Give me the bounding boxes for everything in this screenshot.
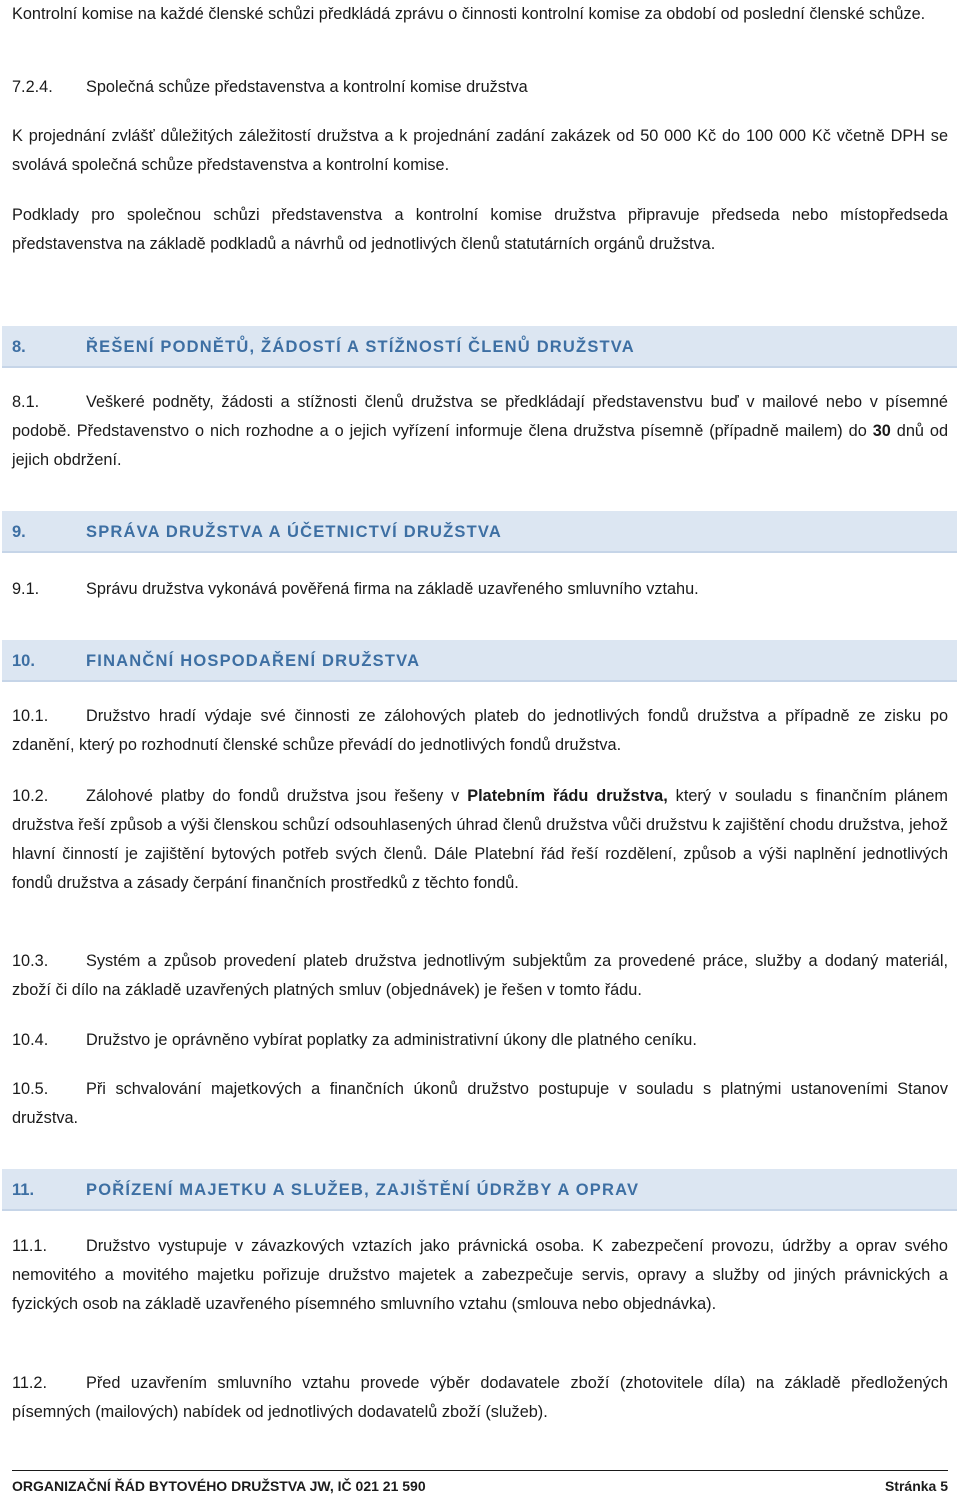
clause-text: Družstvo je oprávněno vybírat poplatky za administrativní úkony dle platného ceníku. — [86, 1031, 697, 1049]
clause-text-end: který v souladu s finančním plánem družstva řeší způsob a výši členskou schůzí odsouhlasených úhrad členů družstva vůči družstvu k zajištění chodu družstva, jehož hlavní činností je zajištění bytových potřeb svých členů. Dále Platební řád řeší rozdělení, způsob a výši naplnění jednotlivých fondů družstva a zásady čerpání finančních prostředků z těchto fondů. — [12, 787, 948, 892]
clause-bold-text: 30 — [872, 422, 891, 440]
clause-number: 10.2. — [12, 787, 49, 805]
section-number: 8. — [12, 338, 26, 356]
footer-page-number: Stránka 5 — [884, 1478, 948, 1494]
clause-10-4 — [12, 1026, 948, 1055]
clause-text: Veškeré podněty, žádosti a stížnosti členů družstva se předkládají představenstvu buď v mailové nebo v písemné podobě. Představenstvo o nich rozhodne a o jejich vyřízení informuje člena družstva písemně (případně mailem) do — [12, 393, 948, 440]
clause-number: 10.1. — [12, 707, 49, 725]
clause-11-1 — [12, 1232, 948, 1319]
footer-divider — [12, 1470, 948, 1471]
clause-number: 11.2. — [12, 1374, 48, 1392]
clause-number: 10.5. — [12, 1080, 49, 1098]
clause-text-end: dnů od jejich obdržení. — [12, 422, 949, 469]
subsection-heading — [12, 73, 948, 102]
clause-text: Zálohové platby do fondů družstva jsou řešeny v — [86, 787, 468, 805]
clause-number: 11.1. — [12, 1237, 48, 1255]
clause-8-1 — [12, 388, 948, 475]
subsection-number: 7.2.4. — [12, 78, 53, 96]
section-title: SPRÁVA DRUŽSTVA A ÚČETNICTVÍ DRUŽSTVA — [86, 523, 502, 541]
clause-text: Družstvo hradí výdaje své činnosti ze zálohových plateb do jednotlivých fondů družstva a případně ze zisku po zdanění, který po rozhodnutí členské schůze převádí do jednotlivých fondů družstva. — [12, 707, 948, 754]
clause-text: Před uzavřením smluvního vztahu provede výběr dodavatele zboží (zhotovitele díla) na základě předložených písemných (mailových) nabídek od jednotlivých dodavatelů zboží (služeb). — [12, 1374, 948, 1421]
page-footer — [12, 1478, 948, 1498]
clause-number: 10.3. — [12, 952, 49, 970]
clause-number: 8.1. — [12, 393, 40, 411]
section-number: 9. — [12, 523, 26, 541]
section-number: 11. — [12, 1181, 35, 1199]
subsection-paragraph-2: Podklady pro společnou schůzi představenstva a kontrolní komise družstva připravuje předseda nebo místopředseda představenstva na základě podkladů a návrhů od jednotlivých členů statutárních orgánů družstva. — [12, 206, 948, 253]
continuation-paragraph: Kontrolní komise na každé členské schůzi předkládá zprávu o činnosti kontrolní komise za období od poslední členské schůze. — [12, 5, 926, 23]
clause-10-1 — [12, 702, 948, 760]
clause-text: Při schvalování majetkových a finančních úkonů družstvo postupuje v souladu s platnými ustanoveními Stanov družstva. — [12, 1080, 948, 1127]
section-title: FINANČNÍ HOSPODAŘENÍ DRUŽSTVA — [86, 652, 421, 670]
section-title: ŘEŠENÍ PODNĚTŮ, ŽÁDOSTÍ A STÍŽNOSTÍ ČLENŮ DRUŽSTVA — [86, 338, 635, 356]
subsection-paragraph-1: K projednání zvlášť důležitých záležitostí družstva a k projednání zadání zakázek od 50 000 Kč do 100 000 Kč včetně DPH se svolává společná schůze představenstva a kontrolní komise. — [12, 127, 948, 174]
section-title: POŘÍZENÍ MAJETKU A SLUŽEB, ZAJIŠTĚNÍ ÚDRŽBY A OPRAV — [86, 1181, 640, 1199]
section-heading-8 — [2, 326, 957, 368]
clause-number: 10.4. — [12, 1031, 49, 1049]
section-heading-9 — [2, 511, 957, 553]
section-heading-10 — [2, 640, 957, 682]
section-number: 10. — [12, 652, 35, 670]
clause-10-2 — [12, 782, 948, 898]
clause-text: Správu družstva vykonává pověřená firma na základě uzavřeného smluvního vztahu. — [86, 580, 699, 598]
footer-document-title: ORGANIZAČNÍ ŘÁD BYTOVÉHO DRUŽSTVA JW, IČ 021 21 590 — [12, 1478, 426, 1494]
clause-bold-text: Platebním řádu družstva, — [467, 787, 668, 805]
subsection-title: Společná schůze představenstva a kontrolní komise družstva — [86, 78, 528, 96]
section-heading-11 — [2, 1169, 957, 1211]
clause-number: 9.1. — [12, 580, 40, 598]
clause-10-3 — [12, 947, 948, 1005]
clause-text: Systém a způsob provedení plateb družstva jednotlivým subjektům za provedené práce, služby a dodaný materiál, zboží či dílo na základě uzavřených platných smluv (objednávek) je řešen v tomto řádu. — [12, 952, 948, 999]
clause-text: Družstvo vystupuje v závazkových vztazích jako právnická osoba. K zabezpečení provozu, údržby a oprav svého nemovitého a movitého majetku pořizuje družstvo majetek a zabezpečuje servis, opravy a služby od jiných právnických a fyzických osob na základě uzavřeného písemného smluvního vztahu (smlouva nebo objednávka). — [12, 1237, 948, 1313]
clause-10-5 — [12, 1075, 948, 1133]
clause-11-2 — [12, 1369, 948, 1427]
clause-9-1 — [12, 575, 948, 604]
